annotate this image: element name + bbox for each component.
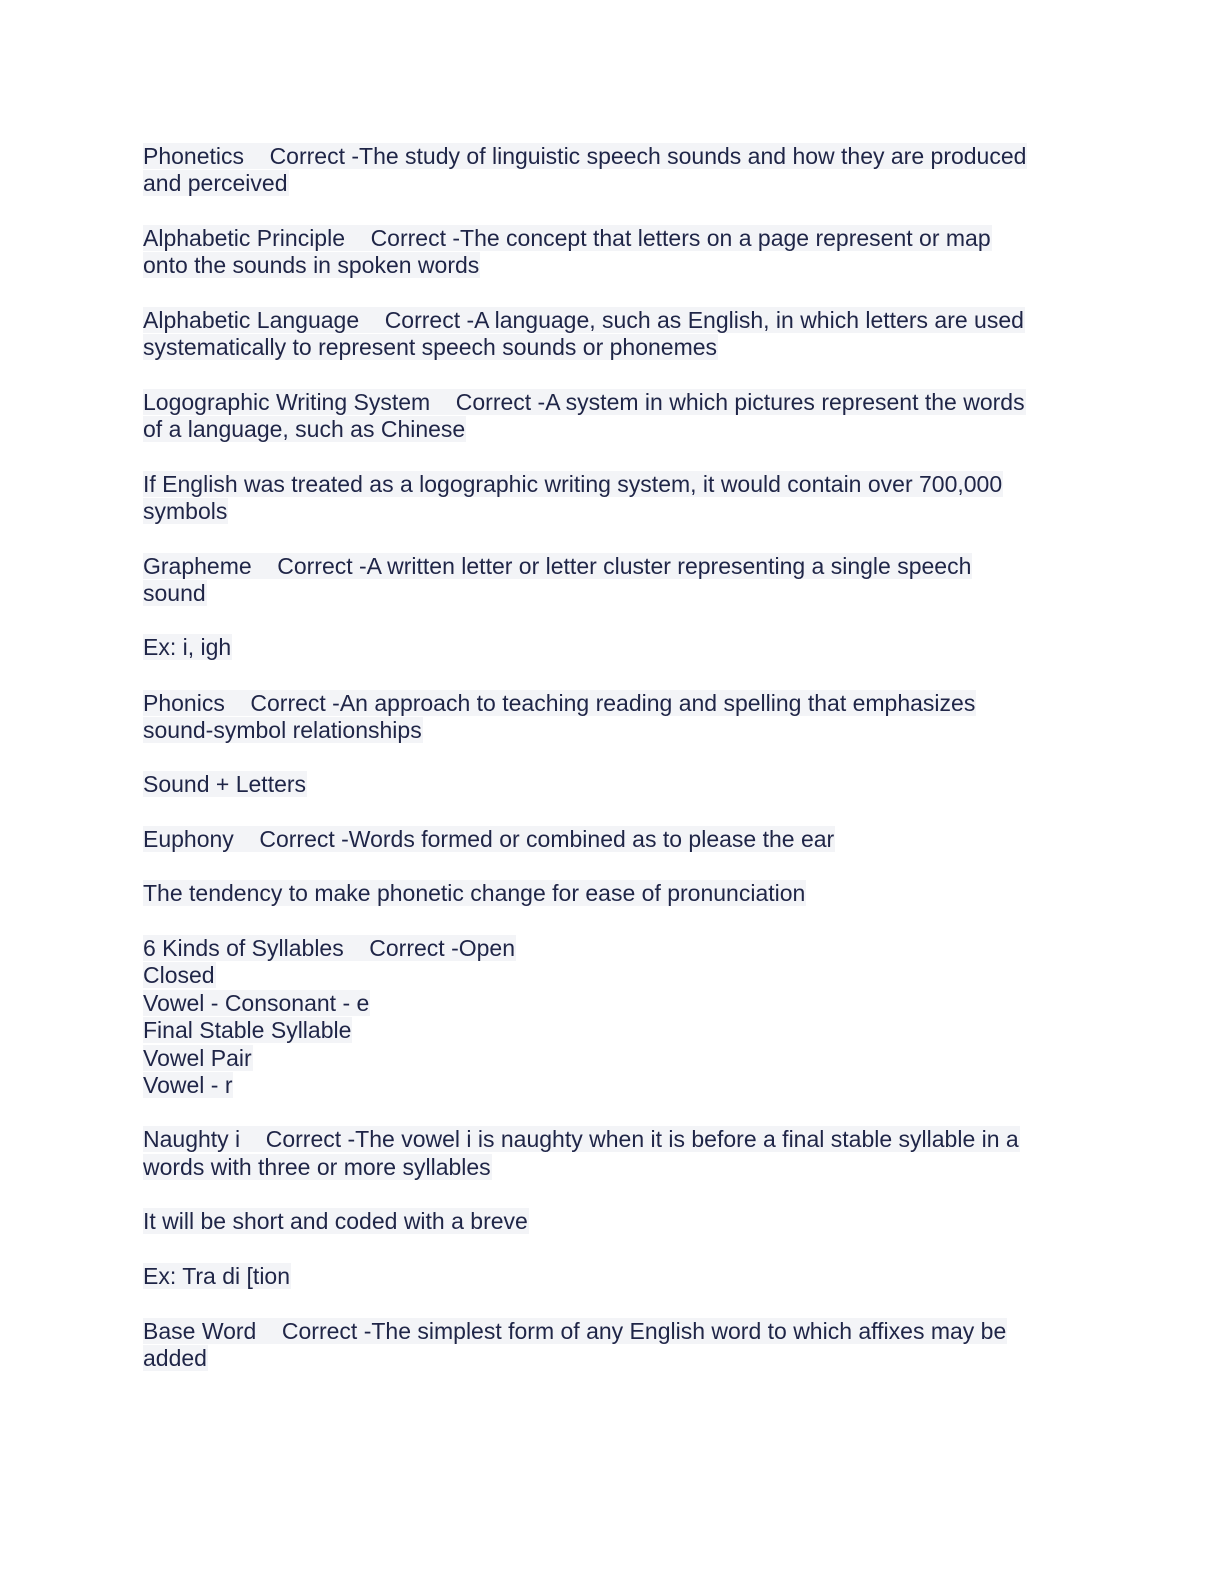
line-text: words with three or more syllables xyxy=(143,1154,491,1180)
line-text: symbols xyxy=(143,498,228,524)
line-text: Closed xyxy=(143,962,215,988)
text-line xyxy=(143,1017,352,1044)
text-line xyxy=(143,389,1026,416)
line-text: If English was treated as a logographic writing system, it would contain over 700,000 xyxy=(143,471,1003,497)
text-line xyxy=(143,1045,253,1072)
line-text: Alphabetic Principle Correct -The concept that letters on a page represent or map xyxy=(143,225,991,251)
text-line xyxy=(143,1263,291,1290)
line-text: Alphabetic Language Correct -A language, such as English, in which letters are used xyxy=(143,307,1024,333)
text-line xyxy=(143,225,992,252)
line-text: systematically to represent speech sounds or phonemes xyxy=(143,334,718,360)
text-line xyxy=(143,334,718,361)
line-text: sound xyxy=(143,580,206,606)
line-text: Phonics Correct -An approach to teaching reading and spelling that emphasizes xyxy=(143,690,976,716)
line-text: Base Word Correct -The simplest form of any English word to which affixes may be xyxy=(143,1318,1007,1344)
text-line xyxy=(143,880,806,907)
text-line xyxy=(143,307,1025,334)
text-line xyxy=(143,826,835,853)
line-text: Ex: i, igh xyxy=(143,634,232,660)
text-line xyxy=(143,1208,529,1235)
text-line xyxy=(143,962,216,989)
text-line xyxy=(143,580,207,607)
line-text: Grapheme Correct -A written letter or letter cluster representing a single speech xyxy=(143,553,972,579)
text-line xyxy=(143,252,480,279)
text-line xyxy=(143,1126,1020,1153)
text-line xyxy=(143,170,289,197)
line-text: Euphony Correct -Words formed or combined as to please the ear xyxy=(143,826,835,852)
text-line xyxy=(143,1072,233,1099)
text-line xyxy=(143,553,972,580)
text-line xyxy=(143,1345,208,1372)
line-text: The tendency to make phonetic change for ease of pronunciation xyxy=(143,880,806,906)
text-line xyxy=(143,771,307,798)
text-line xyxy=(143,717,423,744)
text-line xyxy=(143,471,1003,498)
line-text: added xyxy=(143,1345,207,1371)
line-text: Sound + Letters xyxy=(143,771,307,797)
line-text: Ex: Tra di [tion xyxy=(143,1263,291,1289)
line-text: It will be short and coded with a breve xyxy=(143,1208,528,1234)
text-line xyxy=(143,1154,492,1181)
text-line xyxy=(143,498,228,525)
line-text: and perceived xyxy=(143,170,288,196)
line-text: sound-symbol relationships xyxy=(143,717,422,743)
text-line xyxy=(143,143,1027,170)
text-line xyxy=(143,990,370,1017)
line-text: Vowel - Consonant - e xyxy=(143,990,370,1016)
text-line xyxy=(143,1318,1007,1345)
line-text: onto the sounds in spoken words xyxy=(143,252,480,278)
line-text: Phonetics Correct -The study of linguistic speech sounds and how they are produced xyxy=(143,143,1027,169)
line-text: 6 Kinds of Syllables Correct -Open xyxy=(143,935,515,961)
line-text: Logographic Writing System Correct -A system in which pictures represent the words xyxy=(143,389,1025,415)
line-text: Final Stable Syllable xyxy=(143,1017,352,1043)
text-line xyxy=(143,416,466,443)
text-line xyxy=(143,690,976,717)
line-text: Vowel - r xyxy=(143,1072,233,1098)
text-line xyxy=(143,935,516,962)
line-text: of a language, such as Chinese xyxy=(143,416,466,442)
text-line xyxy=(143,634,232,661)
line-text: Vowel Pair xyxy=(143,1045,252,1071)
line-text: Naughty i Correct -The vowel i is naughty when it is before a final stable syllable in a xyxy=(143,1126,1019,1152)
